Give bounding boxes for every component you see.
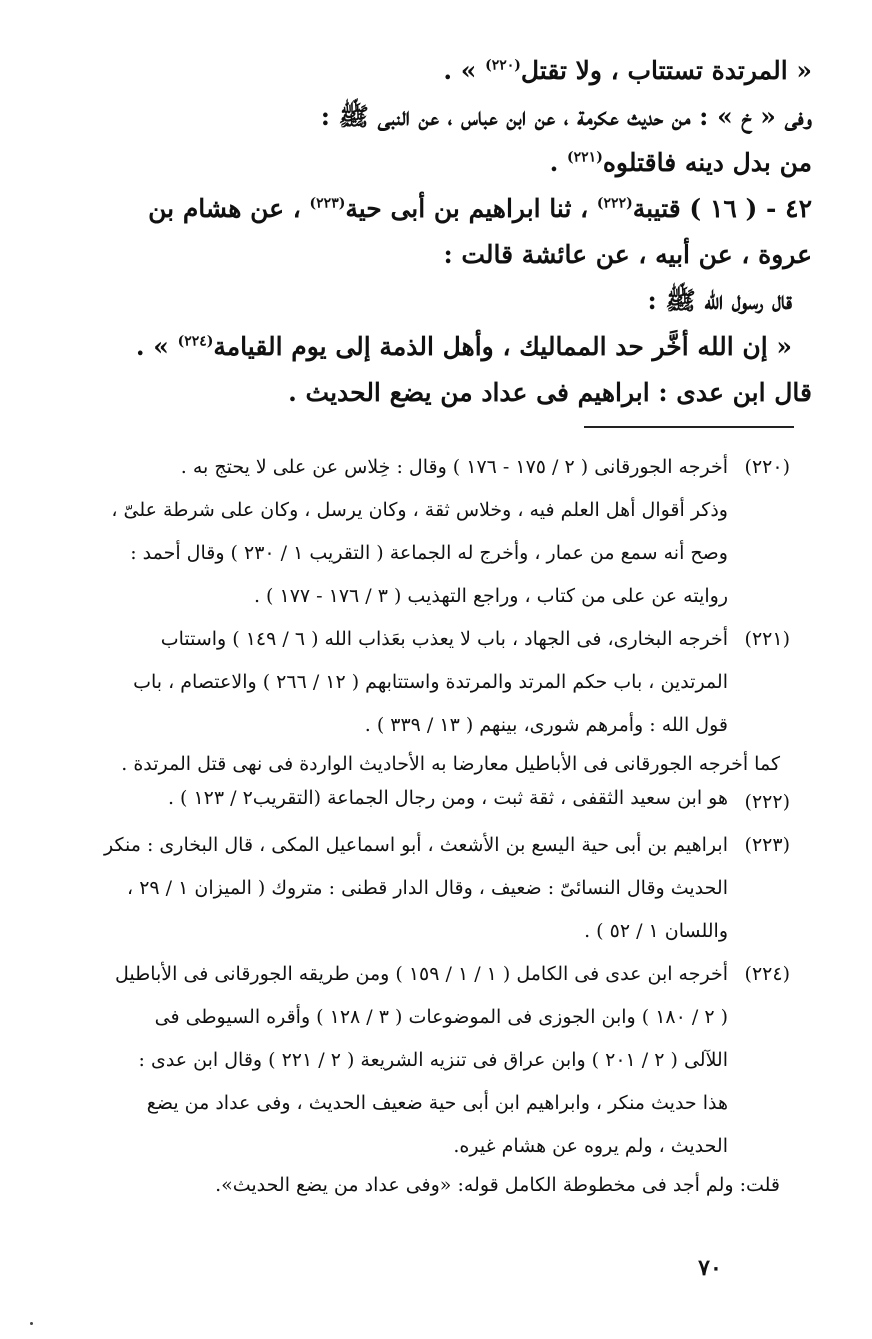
footnote-line: وذكر أقوال أهل العلم فيه ، وخلاس ثقة ، وكان يرسل ، وكان على شرطة علىّ ، (111, 499, 728, 521)
footnote-number: (٢٢٠) (744, 456, 790, 478)
footnote-line: هذا حديث منكر ، وابراهيم ابن أبى حية ضعيف الحديث ، وفى عداد من يضع (146, 1092, 728, 1114)
main-line-7-text: « إن الله أخَّر حد المماليك ، وأهل الذمة إلى يوم القيامة (213, 332, 792, 361)
footnote-number: (٢٢٤) (744, 963, 790, 985)
footnote-line: ( ٢ / ١٨٠ ) وابن الجوزى فى الموضوعات ( ٣ / ١٢٨ ) وأقره السيوطى فى (154, 1006, 728, 1028)
footnote-number: (٢٢٣) (744, 834, 790, 856)
footnote-220 (78, 446, 790, 618)
main-line-3 (90, 140, 812, 186)
footnote-body (78, 446, 728, 618)
main-line-1-text: « المرتدة تستتاب ، ولا تقتل (520, 56, 812, 85)
footnote-number: (٢٢٢) (744, 791, 790, 813)
footnote-line: روايته عن على من كتاب ، وراجع التهذيب ( ٣ / ١٧٦ - ١٧٧ ) . (253, 585, 728, 607)
footnote-line: أخرجه البخارى، فى الجهاد ، باب لا يعذب بعَذاب الله ( ٦ / ١٤٩ ) واستتاب (160, 628, 728, 650)
footnote-line: الحديث وقال النسائىّ : ضعيف ، وقال الدار قطنى : متروك ( الميزان ١ / ٢٩ ، (127, 877, 728, 899)
footnote-line: هو ابن سعيد الثقفى ، ثقة ثبت ، ومن رجال الجماعة (التقريب٢ / ١٢٣ ) . (167, 787, 728, 809)
footnote-body (78, 618, 728, 747)
footnote-number: (٢٢١) (744, 628, 790, 650)
footnote-line: الحديث ، ولم يروه عن هشام غيره. (453, 1135, 728, 1157)
footnote-ref-221: (٢٢١) (567, 149, 603, 166)
footnote-ref-224: (٢٢٤) (177, 333, 214, 350)
footnote-divider (584, 426, 794, 428)
main-line-8-text: قال ابن عدى : ابراهيم فى عداد من يضع الحديث . (288, 378, 812, 407)
footnote-line: اللآلى ( ٢ / ٢٠١ ) وابن عراق فى تنزيه الشريعة ( ٢ / ٢٢١ ) وقال ابن عدى : (138, 1049, 728, 1071)
main-line-6-text: قال رسول الله ﷺ : (647, 286, 792, 315)
footnote-line: أخرجه ابن عدى فى الكامل ( ١ / ١ / ١٥٩ ) ومن طريقه الجورقانى فى الأباطيل (114, 963, 728, 985)
footnote-line: وصح أنه سمع من عمار ، وأخرج له الجماعة ( التقريب ١ / ٢٣٠ ) وقال أحمد : (130, 542, 728, 564)
main-line-3-text: من بدل دينه فاقتلوه (602, 148, 812, 177)
main-line-4-text: ٤٢ - ( ١٦ ) قتيبة (632, 194, 812, 223)
footnote-223 (78, 824, 790, 953)
main-line-1 (90, 48, 812, 94)
footnote-ref-220: (٢٢٠) (485, 57, 521, 74)
footnote-221 (78, 618, 790, 747)
footnote-222 (78, 781, 790, 824)
main-text (90, 48, 812, 416)
footnote-ref-222: (٢٢٢) (596, 195, 633, 212)
main-line-5-text: عروة ، عن أبيه ، عن عائشة قالت : (443, 240, 812, 269)
footnote-224-extra: قلت: ولم أجد فى مخطوطة الكامل قوله: «وفى عداد من يضع الحديث». (215, 1174, 780, 1196)
main-line-7 (90, 324, 812, 370)
main-line-3-tail: . (549, 148, 568, 177)
main-line-5 (90, 232, 812, 278)
footnote-line: قول الله : وأمرهم شورى، بينهم ( ١٣ / ٣٣٩ ) . (364, 714, 728, 736)
footnotes (78, 446, 790, 1202)
main-line-4-tail: ، عن هشام بن (148, 194, 310, 223)
footnote-221-extra: كما أخرجه الجورقانى فى الأباطيل معارضا به الأحاديث الواردة فى نهى قتل المرتدة . (121, 753, 780, 775)
main-line-4 (90, 186, 812, 232)
footnote-body (78, 781, 728, 815)
main-line-2-text: وفى « خ » : من حديث عكرمة ، عن ابن عباس ، عن النبى ﷺ : (320, 102, 812, 131)
footnote-line: المرتدين ، باب حكم المرتد والمرتدة واستتابهم ( ١٢ / ٢٦٦ ) والاعتصام ، باب (133, 671, 728, 693)
footnote-line: ابراهيم بن أبى حية اليسع بن الأشعث ، أبو اسماعيل المكى ، قال البخارى : منكر (104, 834, 728, 856)
footnote-body (78, 824, 728, 953)
main-line-4-mid: ، ثنا ابراهيم بن أبى حية (345, 194, 597, 223)
main-line-2 (90, 94, 812, 140)
main-line-8 (90, 370, 812, 416)
page-number: ٧٠ (698, 1255, 722, 1281)
main-line-1-tail: » . (443, 56, 486, 85)
scan-speck (30, 1322, 33, 1325)
footnote-line: واللسان ١ / ٥٢ ) . (584, 920, 728, 942)
footnote-ref-223: (٢٢٣) (309, 195, 346, 212)
footnote-line: أخرجه الجورقانى ( ٢ / ١٧٥ - ١٧٦ ) وقال : خِلاس عن على لا يحتج به . (180, 456, 728, 478)
footnote-224 (78, 953, 790, 1168)
main-line-7-tail: » . (135, 332, 178, 361)
main-line-6 (90, 278, 812, 324)
footnote-body (78, 953, 728, 1168)
